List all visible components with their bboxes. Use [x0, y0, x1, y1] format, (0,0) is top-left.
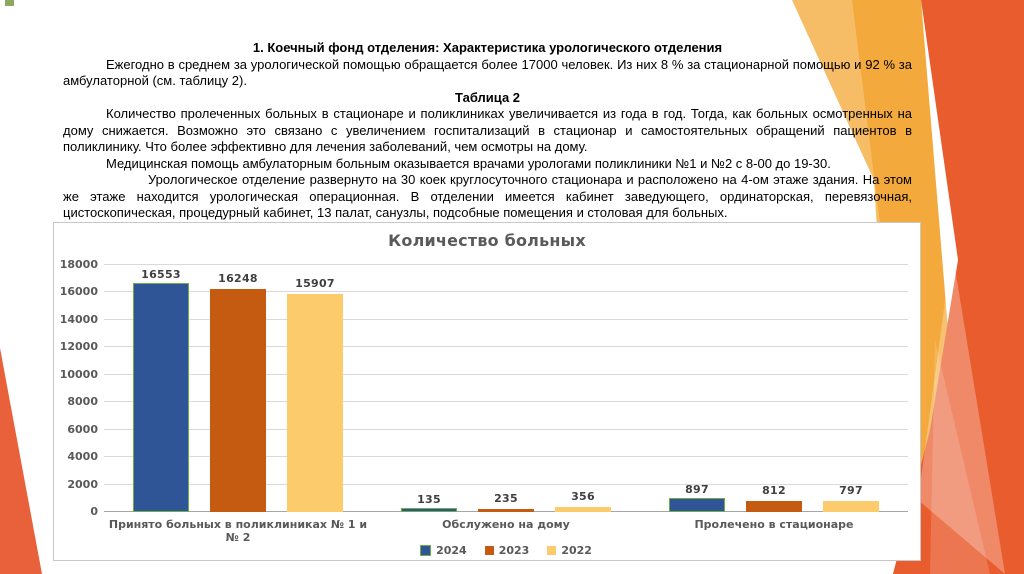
paragraph-department: Урологическое отделение развернуто на 30 коек круглосуточного стационара и расположено на 4-ом этаже здания. На этом же этаже находится урологическая операционная. В отделении имеется кабинет заведующего, ординаторская, перевязочная, цистоскопическая, процедурный кабинет, 13 палат, санузлы, подсобные помещения и столовая для больных.	[63, 172, 912, 220]
bar-value-label: 356	[571, 490, 595, 503]
paragraph-ambulatory: Медицинская помощь амбулаторным больным оказывается врачами урологами поликлиники №1 и №2 с 8-00 до 19-30.	[106, 155, 831, 171]
table-caption: Таблица 2	[454, 89, 521, 105]
chart-title: Количество больных	[388, 231, 586, 250]
bar-2023	[210, 289, 266, 512]
legend-item	[420, 544, 467, 557]
bar-wrap	[210, 272, 266, 512]
bar-value-label: 16553	[141, 268, 181, 281]
slide-title: 1. Коечный фонд отделения: Характеристика урологического отделения	[252, 40, 723, 55]
bar-value-label: 897	[685, 483, 709, 496]
bar-wrap	[555, 490, 611, 512]
bar-value-label: 16248	[218, 272, 258, 285]
category-label: Принято больных в поликлиниках № 1 и № 2	[108, 518, 368, 544]
y-tick-label: 18000	[59, 258, 98, 271]
paragraph-intro: Ежегодно в среднем за урологической помощью обращается более 17000 человек. Из них 8 % за стационарной помощью и 92 % за амбулаторной (см. таблицу 2).	[63, 56, 912, 88]
y-tick-label: 6000	[67, 422, 98, 436]
bar-wrap	[746, 484, 802, 512]
bar-value-label: 135	[417, 493, 441, 506]
bar-wrap	[401, 493, 457, 512]
bar-group	[133, 268, 343, 512]
chart-legend	[104, 544, 908, 557]
category-label: Пролечено в стационаре	[694, 518, 854, 531]
legend-swatch	[485, 546, 494, 555]
legend-item	[547, 544, 592, 557]
legend-label: 2022	[561, 544, 592, 557]
bar-wrap	[133, 268, 189, 512]
legend-item	[485, 544, 530, 557]
bar-2023	[746, 501, 802, 512]
bar-value-label: 812	[762, 484, 786, 497]
legend-label: 2024	[436, 544, 467, 557]
bar-wrap	[669, 483, 725, 512]
bar-wrap	[287, 277, 343, 512]
y-tick-label: 14000	[59, 312, 98, 326]
legend-label: 2023	[498, 544, 530, 557]
y-tick-label: 8000	[67, 395, 98, 409]
gridline	[104, 264, 908, 265]
bar-2024	[669, 498, 725, 512]
bar-wrap	[823, 484, 879, 512]
bar-value-label: 797	[839, 484, 863, 497]
y-tick-label: 12000	[59, 340, 98, 354]
chart	[53, 222, 921, 561]
bar-2022	[287, 294, 343, 512]
bar-2024	[401, 508, 457, 512]
y-tick-label: 16000	[59, 285, 98, 299]
x-axis-categories	[104, 518, 908, 544]
y-tick-label: 0	[90, 505, 98, 518]
bar-value-label: 15907	[295, 277, 335, 290]
legend-swatch	[547, 546, 556, 555]
category-label: Обслужено на дому	[442, 518, 570, 531]
y-tick-label: 2000	[67, 477, 98, 491]
y-tick-label: 4000	[67, 450, 98, 464]
bar-2024	[133, 283, 189, 512]
bar-2022	[555, 507, 611, 512]
y-tick-label: 10000	[59, 367, 98, 381]
legend-swatch	[420, 545, 431, 556]
bar-value-label: 235	[494, 492, 518, 505]
bar-group	[401, 490, 611, 512]
bar-2023	[478, 509, 534, 512]
bar-wrap	[478, 492, 534, 512]
bar-group	[669, 483, 879, 512]
chart-plot	[104, 265, 908, 512]
bar-2022	[823, 501, 879, 512]
green-square-decoration	[5, 0, 14, 6]
slide-text	[63, 40, 912, 222]
paragraph-dynamics: Количество пролеченных больных в стационаре и поликлиниках увеличивается из года в год. Тогда, как больных осмотренных на дому снижается. Возможно это связано с увеличением госпитализаций в стационар и самостоятельных обращений пациентов в поликлинику. Что более эффективно для лечения заболеваний, чем осмотры на дому.	[63, 106, 912, 154]
